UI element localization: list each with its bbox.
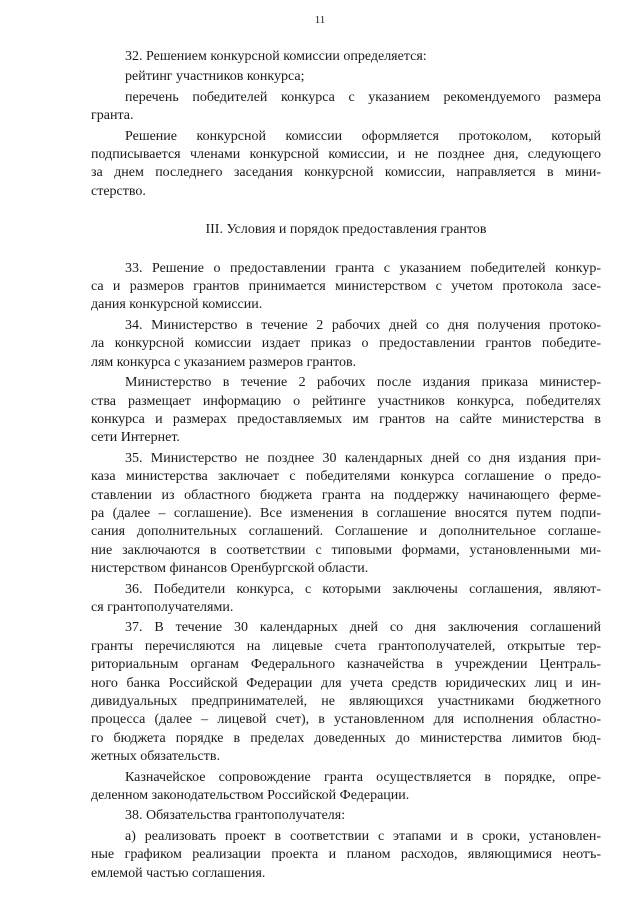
text-line: Министерство в течение 2 рабочих после издания приказа министер- (125, 375, 601, 391)
text-line: 32. Решением конкурсной комиссии определяется: (125, 49, 427, 64)
text-line: ся грантополучателями. (91, 599, 234, 615)
paragraph (91, 619, 601, 766)
text-line: процесса (далее – лицевой счет), в установленном для исполнения областно- (91, 712, 601, 728)
text-line: рейтинг участников конкурса; (125, 69, 305, 85)
text-line: деленном законодательством Российской Федерации. (91, 788, 410, 804)
text-line: конкурса и размерах предоставляемых им грантов на сайте министерства в (91, 411, 601, 427)
page-number: 11 (314, 14, 326, 26)
text-line: 34. Министерство в течение 2 рабочих дней со дня получения протоко- (125, 317, 601, 333)
text-line: подписывается членами конкурсной комиссии, и не позднее дня, следующего (91, 147, 601, 163)
paragraph (91, 807, 601, 825)
text-line: 33. Решение о предоставлении гранта с указанием победителей конкур- (125, 260, 601, 276)
text-line: ства размещает информацию о рейтинге участников конкурса, победителях (91, 393, 601, 409)
text-line: сания дополнительных соглашений. Соглашение и дополнительное соглаше- (91, 524, 601, 540)
text-line: 35. Министерство не позднее 30 календарных дней со дня издания при- (125, 450, 601, 466)
text-line: ного банка Российской Федерации для учета средств юридических лиц и ин- (91, 675, 601, 691)
text-line: каза министерства заключает с победителями конкурса соглашение о предо- (91, 469, 601, 485)
paragraph (91, 128, 601, 202)
paragraph (91, 89, 601, 126)
text-line: перечень победителей конкурса с указанием рекомендуемого размера (125, 89, 601, 105)
paragraph (91, 317, 601, 372)
text-line: дивидуальных предпринимателей, не являющихся участниками бюджетного (91, 694, 601, 709)
text-line: ставлении из областного бюджета гранта на поддержку начинающего ферме- (91, 487, 601, 503)
text-line: 37. В течение 30 календарных дней со дня заключения соглашений (125, 620, 601, 636)
text-line: Решение конкурсной комиссии оформляется протоколом, который (125, 128, 601, 144)
text-line: дания конкурсной комиссии. (91, 297, 263, 313)
paragraph (91, 581, 601, 618)
paragraph (91, 374, 601, 448)
text-line: го бюджета порядке в пределах доведенных до министерства лимитов бюд- (91, 730, 601, 746)
paragraph (91, 68, 601, 86)
section-title: III. Условия и порядок предоставления грантов (205, 222, 487, 238)
text-line: а) реализовать проект в соответствии с этапами и в сроки, установлен- (125, 828, 601, 844)
text-line: ние заключаются в соответствии с типовыми формами, установленными ми- (91, 542, 601, 558)
paragraph (91, 769, 601, 806)
paragraph (91, 828, 601, 883)
document-body (91, 48, 601, 885)
text-line: стерство. (91, 183, 146, 199)
text-line: гранты перечисляются на лицевые счета грантополучателей, открытые тер- (91, 638, 601, 654)
paragraphs-after-section (91, 260, 601, 883)
text-line: жетных обязательств. (91, 749, 220, 765)
text-line: сети Интернет. (91, 430, 180, 446)
text-line: 36. Победители конкурса, с которыми заключены соглашения, являют- (125, 581, 601, 597)
text-line: ра (далее – соглашение). Все изменения в соглашение вносятся путем подпи- (91, 505, 601, 521)
paragraphs-before-section (91, 48, 601, 201)
text-line: ла конкурсной комиссии издает приказ о предоставлении грантов победите- (91, 336, 601, 352)
text-line: лям конкурса с указанием размеров грантов. (91, 354, 357, 370)
text-line: емлемой частью соглашения. (91, 865, 266, 881)
paragraph (91, 260, 601, 315)
paragraph (91, 450, 601, 579)
text-line: нистерством финансов Оренбургской области. (91, 561, 369, 577)
text-line: за днем последнего заседания конкурсной комиссии, направляется в мини- (91, 165, 601, 181)
text-line: Казначейское сопровождение гранта осуществляется в порядке, опре- (125, 769, 601, 785)
text-line: риториальным органам Федерального казначейства в учреждении Централь- (91, 657, 601, 673)
paragraph (91, 48, 601, 66)
text-line: гранта. (91, 108, 134, 124)
text-line: ные графиком реализации проекта и планом расходов, являющимися неотъ- (91, 847, 601, 863)
text-line: 38. Обязательства грантополучателя: (125, 808, 346, 824)
text-line: са и размеров грантов принимается министерством с учетом протокола засе- (91, 279, 601, 295)
